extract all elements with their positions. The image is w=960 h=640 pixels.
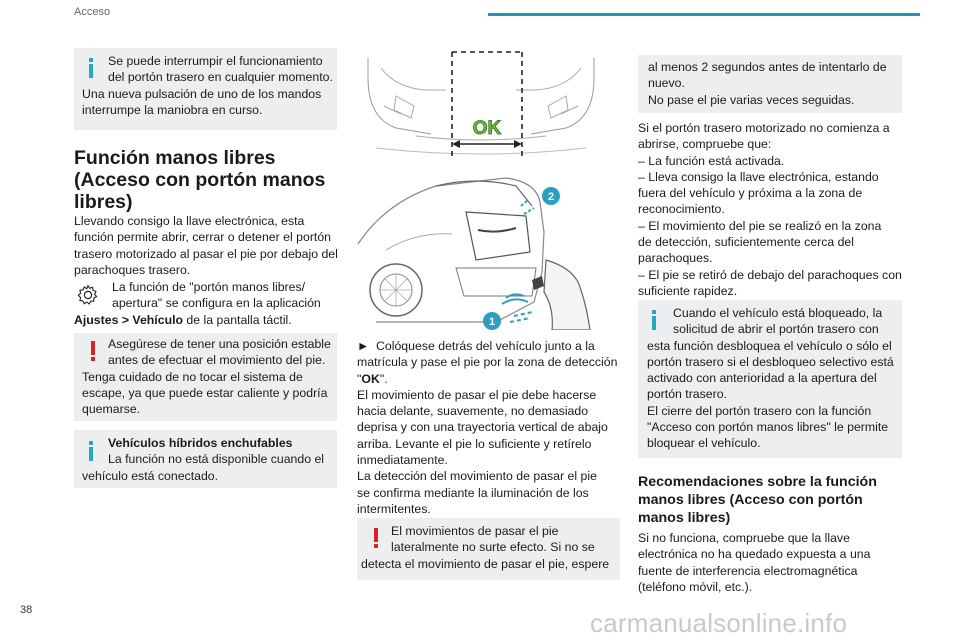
- header-accent-bar: [488, 13, 920, 16]
- text-line: reconocimiento.: [638, 202, 725, 217]
- note-line: interrumpe la maniobra en curso.: [82, 102, 263, 117]
- text-line: – Lleva consigo la llave electrónica, estando: [638, 169, 879, 184]
- heading-line: Función manos libres: [74, 147, 276, 169]
- note-line: bloquear el vehículo.: [647, 436, 761, 451]
- text-line: [357, 371, 623, 387]
- note-line: Tenga cuidado de no tocar el sistema de: [82, 369, 303, 384]
- note-line: La función no está disponible cuando el: [108, 452, 325, 467]
- note-line: Se puede interrumpir el funcionamiento: [108, 54, 323, 68]
- heading-line: Recomendaciones sobre la función: [638, 474, 877, 490]
- rear-view-illustration: [356, 48, 606, 166]
- text-line: matrícula y pase el pie por la zona de detección: [357, 355, 618, 370]
- text-line: (teléfono móvil, etc.).: [638, 579, 753, 594]
- ok-bold: OK: [361, 371, 380, 386]
- text-line: Si no funciona, compruebe que la llave: [638, 531, 850, 545]
- warning-note-continued: [638, 55, 902, 113]
- text-line: suficiente rapidez.: [638, 283, 738, 298]
- text-line: – El pie se retiró de debajo del parachoques con: [638, 267, 902, 282]
- quote: ": [357, 371, 362, 386]
- note-line: esta función desbloquea el vehículo o sólo el: [647, 338, 892, 353]
- text-line: El movimiento de pasar el pie debe hacerse: [357, 387, 597, 402]
- note-line: Asegúrese de tener una posición estable: [108, 337, 331, 351]
- text-line: [357, 338, 623, 354]
- text-line: electrónica no ha quedado expuesta a una: [638, 547, 871, 562]
- page-number: 38: [20, 604, 33, 616]
- text-line: Si el portón trasero motorizado no comienza a: [638, 121, 890, 135]
- text-line: parachoques trasero.: [74, 262, 191, 277]
- heading-line: manos libres): [638, 510, 731, 526]
- hybrid-title: Vehículos híbridos enchufables: [108, 436, 293, 450]
- warning-note-lateral: [357, 518, 620, 580]
- step-arrow: ►: [357, 339, 370, 353]
- text-line: [74, 312, 344, 328]
- note-line: Cuando el vehículo está bloqueado, la: [673, 306, 883, 320]
- heading-line: manos libres (Acceso con portón: [638, 492, 863, 508]
- settings-note: [74, 279, 344, 328]
- settings-path: Ajustes > Vehículo: [74, 312, 184, 327]
- text-line: Llevando consigo la llave electrónica, esta: [74, 214, 305, 228]
- text-line: fuera del vehículo y próxima a la zona de: [638, 186, 863, 201]
- note-line: detecta el movimiento de pasar el pie, espere: [361, 556, 610, 571]
- recommendations-paragraph: [638, 530, 918, 595]
- heading-line: (Acceso con portón manos: [74, 169, 326, 191]
- info-note-locked: [638, 300, 902, 458]
- recommendations-heading: [638, 473, 918, 527]
- note-line: portón trasero si el desbloqueo selectivo está: [647, 354, 894, 369]
- watermark: carmanualsonline.info: [590, 608, 848, 638]
- section-heading: [74, 147, 344, 213]
- text-line: función permite abrir, cerrar o detener el portón: [74, 230, 332, 245]
- note-line: lateralmente no surte efecto. Si no se: [391, 540, 595, 555]
- text-line: La detección del movimiento de pasar el pie: [357, 469, 597, 484]
- text-line: se confirma mediante la iluminación de los: [357, 485, 589, 500]
- text-line: fuente de interferencia electromagnética: [638, 563, 858, 578]
- warning-note-stable: [74, 333, 337, 421]
- note-line: El movimientos de pasar el pie: [391, 524, 559, 538]
- text-line: La función de "portón manos libres/: [112, 280, 306, 294]
- note-line: quemarse.: [82, 402, 141, 417]
- text-line: abrirse, compruebe que:: [638, 137, 772, 152]
- troubleshoot-checklist: [638, 120, 918, 299]
- text-line: – La función está activada.: [638, 153, 785, 168]
- text-line: intermitentes.: [357, 501, 431, 516]
- note-line: El cierre del portón trasero con la función: [647, 403, 872, 418]
- step-instructions: [357, 338, 623, 517]
- note-line: antes de efectuar el movimiento del pie.: [108, 353, 326, 368]
- heading-line: libres): [74, 191, 133, 213]
- intro-paragraph: [74, 213, 344, 278]
- text-line: arriba. Levante el pie lo suficiente y retírelo: [357, 436, 592, 451]
- text-line: trasero motorizado al pasar el pie por debajo del: [74, 246, 338, 261]
- note-line: "Acceso con portón manos libres" le permite: [647, 420, 889, 435]
- text-line: – El movimiento del pie se realizó en la zona: [638, 218, 882, 233]
- note-line: nuevo.: [648, 76, 685, 91]
- callout-2: 2: [547, 191, 555, 203]
- ok-zone-label: OK: [472, 118, 502, 139]
- settings-tail: de la pantalla táctil.: [183, 312, 292, 327]
- quote: ".: [379, 371, 388, 386]
- note-line: escape, ya que puede estar caliente y podría: [82, 385, 328, 400]
- note-line: No pase el pie varias veces seguidas.: [648, 92, 855, 107]
- text-line: apertura" se configura en la aplicación: [112, 296, 321, 311]
- note-line: del portón trasero en cualquier momento.: [108, 70, 333, 85]
- text-line: deprisa y con una trayectoria vertical de abajo: [357, 420, 608, 435]
- note-line: Una nueva pulsación de uno de los mandos: [82, 86, 322, 101]
- section-title: Acceso: [74, 6, 111, 18]
- info-note-hybrid: [74, 430, 337, 488]
- callout-1: 1: [488, 316, 496, 328]
- note-line: vehículo está conectado.: [82, 468, 219, 483]
- step-text: Colóquese detrás del vehículo junto a la: [376, 339, 595, 353]
- note-line: solicitud de abrir el portón trasero con: [673, 322, 879, 337]
- text-line: hacia delante, suavemente, no demasiado: [357, 404, 589, 419]
- text-line: parachoques.: [638, 251, 713, 266]
- text-line: de detección, suficientemente cerca del: [638, 235, 855, 250]
- text-line: inmediatamente.: [357, 453, 448, 468]
- note-line: activado con anterioridad a la apertura del: [647, 371, 877, 386]
- note-line: al menos 2 segundos antes de intentarlo de: [648, 60, 887, 74]
- car-side-illustration: [356, 172, 606, 330]
- note-line: portón trasero.: [647, 387, 727, 402]
- info-note-interrupt: [74, 48, 337, 130]
